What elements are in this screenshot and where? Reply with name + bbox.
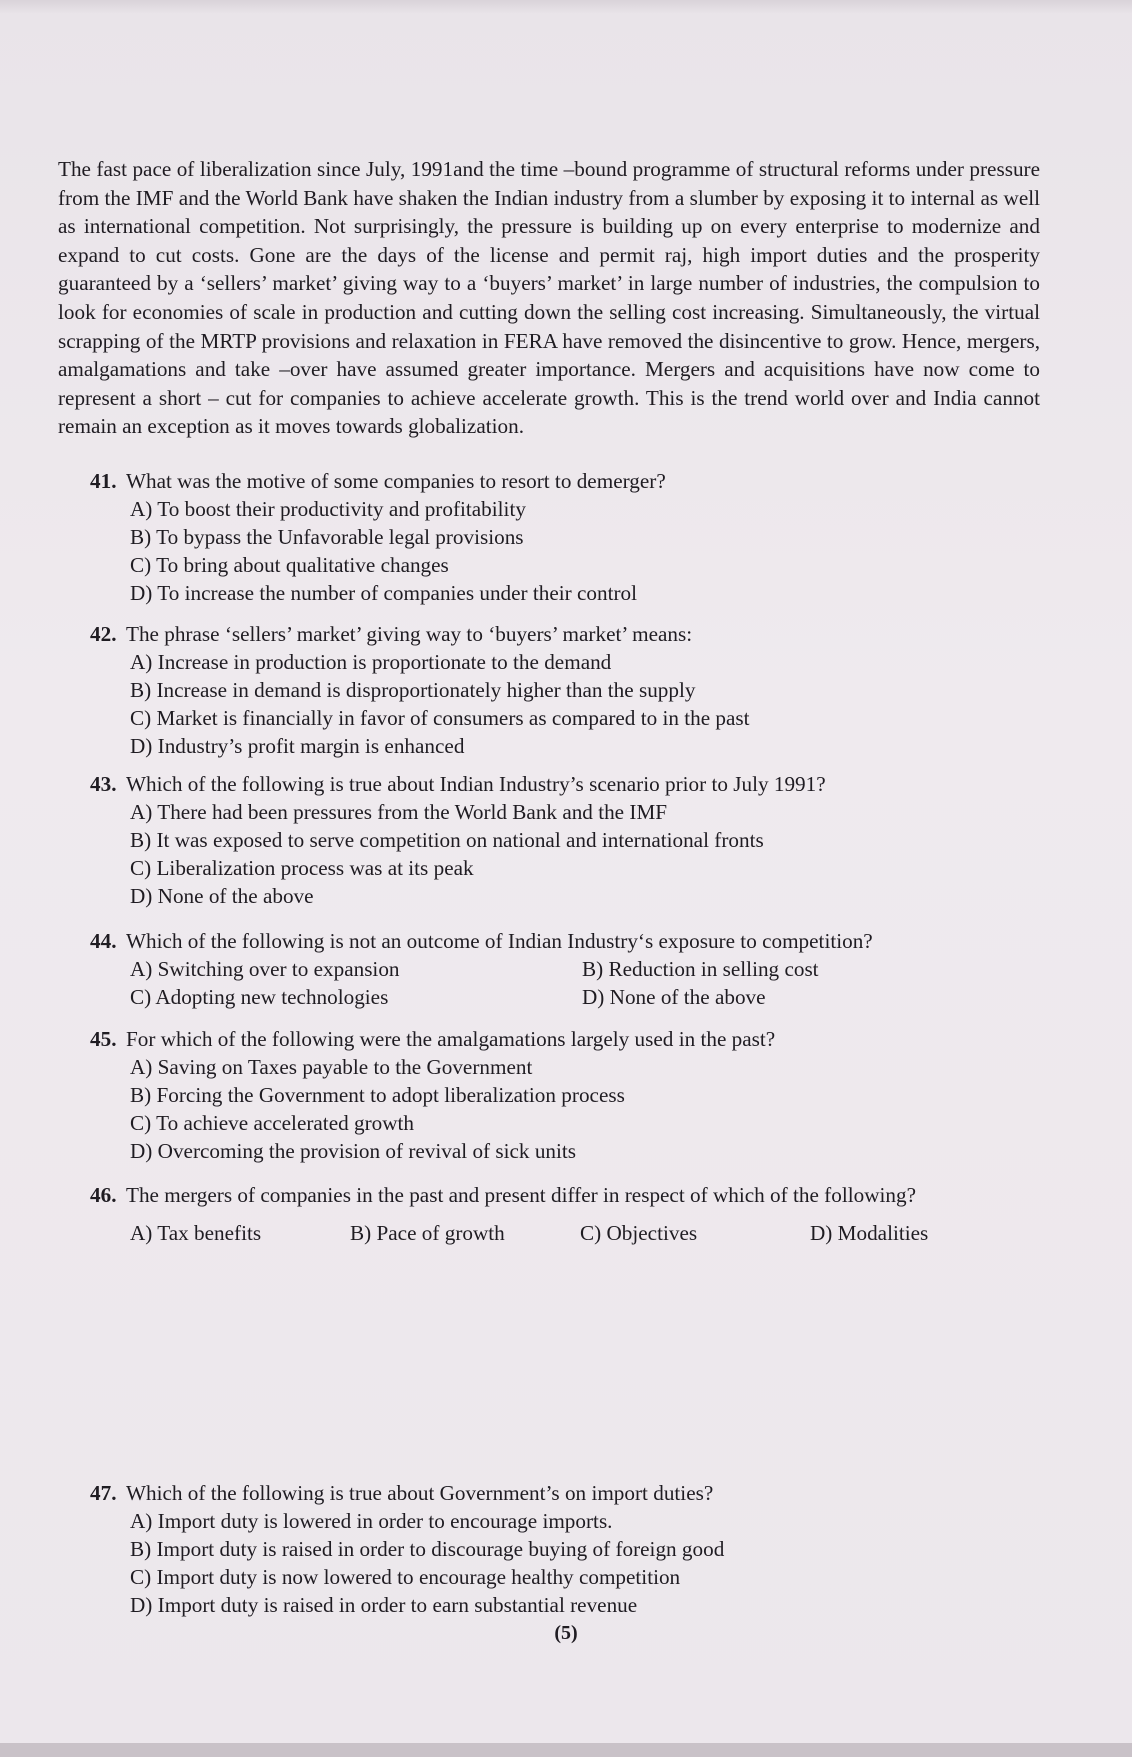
comprehension-passage: The fast pace of liberalization since July, 1991and the time –bound programme of structural reforms under pressure from the IMF and the World Bank have shaken the Indian industry from a slumber by exposing it to internal as well as international competition. Not surprisingly, the pressure is building up on every enterprise to modernize and expand to cut costs. Gone are the days of the license and permit raj, high import duties and the prosperity guaranteed by a ‘sellers’ market’ giving way to a ‘buyers’ market’ in large number of industries, the compulsion to look for economies of scale in production and cutting down the selling cost increasing. Simultaneously, the virtual scrapping of the MRTP provisions and relaxation in FERA have removed the disincentive to grow. Hence, mergers, amalgamations and take –over have assumed greater importance. Mergers and acquisitions have now come to represent a short – cut for companies to achieve accelerate growth. This is the trend world over and India cannot remain an exception as it moves towards globalization.	[58, 157, 1040, 439]
question-44	[90, 927, 1060, 1011]
option-a: A) Saving on Taxes payable to the Government	[130, 1055, 533, 1079]
question-text: What was the motive of some companies to resort to demerger?	[126, 469, 666, 493]
question-42	[90, 620, 1060, 760]
page-bottom-edge	[0, 1743, 1132, 1757]
question-number: 47.	[90, 1481, 117, 1505]
question-number: 45.	[90, 1027, 117, 1051]
option-c: C) Liberalization process was at its peak	[130, 856, 474, 880]
option-b: B) It was exposed to serve competition on national and international fronts	[130, 828, 764, 852]
question-text: For which of the following were the amalgamations largely used in the past?	[126, 1027, 776, 1051]
option-b: B) Pace of growth	[350, 1221, 505, 1245]
option-a: A) Switching over to expansion	[130, 957, 400, 981]
option-c: C) To achieve accelerated growth	[130, 1111, 415, 1135]
option-c: C) Import duty is now lowered to encourage healthy competition	[130, 1565, 681, 1589]
option-c: C) Adopting new technologies	[130, 985, 389, 1009]
question-number: 44.	[90, 929, 117, 953]
question-47	[90, 1479, 1060, 1619]
page-top-shadow	[0, 0, 1132, 14]
option-c: C) Market is financially in favor of consumers as compared to in the past	[130, 706, 750, 730]
option-a: A) Increase in production is proportionate to the demand	[130, 650, 612, 674]
option-b: B) Increase in demand is disproportionately higher than the supply	[130, 678, 696, 702]
option-d: D) None of the above	[130, 884, 314, 908]
question-45	[90, 1025, 1060, 1165]
question-number: 42.	[90, 622, 117, 646]
question-text: Which of the following is not an outcome of Indian Industry‘s exposure to competition?	[126, 929, 873, 953]
question-text: Which of the following is true about Indian Industry’s scenario prior to July 1991?	[126, 772, 826, 796]
question-41	[90, 467, 1060, 607]
option-b: B) Reduction in selling cost	[582, 957, 819, 981]
question-number: 46.	[90, 1183, 117, 1207]
option-a: A) There had been pressures from the World Bank and the IMF	[130, 800, 668, 824]
question-43	[90, 770, 1060, 910]
option-d: D) Overcoming the provision of revival of sick units	[130, 1139, 577, 1163]
option-c: C) Objectives	[580, 1221, 698, 1245]
option-d: D) Modalities	[810, 1221, 929, 1245]
question-46	[90, 1181, 1060, 1247]
option-a: A) Import duty is lowered in order to encourage imports.	[130, 1509, 613, 1533]
question-text: Which of the following is true about Government’s on import duties?	[126, 1481, 714, 1505]
question-text: The mergers of companies in the past and present differ in respect of which of the following?	[126, 1183, 916, 1207]
option-b: B) Import duty is raised in order to discourage buying of foreign good	[130, 1537, 725, 1561]
option-d: D) To increase the number of companies under their control	[130, 581, 638, 605]
option-a: A) To boost their productivity and profitability	[130, 497, 526, 521]
option-c: C) To bring about qualitative changes	[130, 553, 449, 577]
option-d: D) Industry’s profit margin is enhanced	[130, 734, 465, 758]
page-number: (5)	[554, 1622, 578, 1644]
option-d: D) None of the above	[582, 985, 766, 1009]
option-b: B) Forcing the Government to adopt liberalization process	[130, 1083, 625, 1107]
option-d: D) Import duty is raised in order to earn substantial revenue	[130, 1593, 638, 1617]
question-number: 41.	[90, 469, 117, 493]
option-b: B) To bypass the Unfavorable legal provisions	[130, 525, 524, 549]
option-a: A) Tax benefits	[130, 1221, 262, 1245]
question-number: 43.	[90, 772, 117, 796]
question-text: The phrase ‘sellers’ market’ giving way to ‘buyers’ market’ means:	[126, 622, 693, 646]
